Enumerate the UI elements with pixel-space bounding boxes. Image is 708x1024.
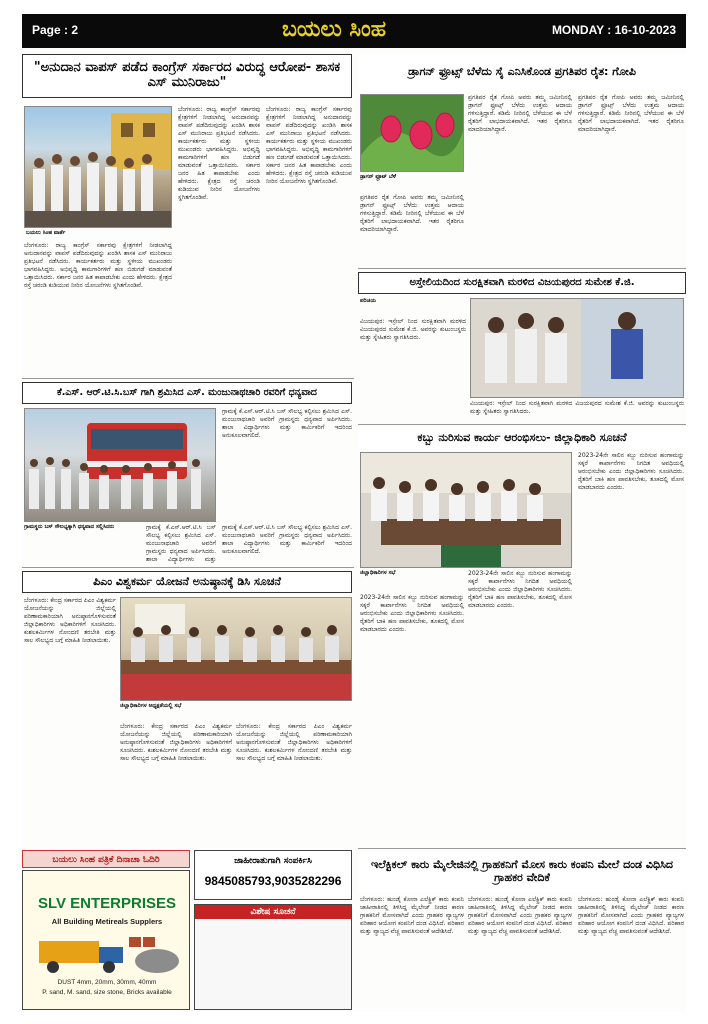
article-2-body-right: ಗ್ರಾಮಕ್ಕೆ ಕೆ.ಎಸ್.ಆರ್.ಟಿ.ಸಿ ಬಸ್ ಸೌಲಭ್ಯ ಕಲ್ಪಿಸಲು ಶ್ರಮಿಸಿದ ಎಸ್. ಮಂಜುನಾಥಚಾರಿ ಅವರಿಗೆ ಗ್ರಾಮಸ್ಥರು ಧನ್ಯವಾದ ಅರ್ಪಿಸಿದರು. ಶಾಲಾ ವಿದ್ಯಾರ್ಥಿಗಳು ಮತ್ತು ಕಾರ್ಮಿಕರಿಗೆ ಇದರಿಂದ ಅನುಕೂಲವಾಗಲಿದೆ. [222,408,352,439]
article-6-body-col1: 2023-24ನೇ ಸಾಲಿನ ಕಬ್ಬು ನುರಿಸುವ ಹಂಗಾಮನ್ನು ಸಕ್ಕರೆ ಕಾರ್ಖಾನೆಗಳು ನಿಗದಿತ ಅವಧಿಯಲ್ಲಿ ಆರಂಭಿಸಬೇಕು ಎಂದು ಜಿಲ್ಲಾಧಿಕಾರಿಗಳು ಸೂಚಿಸಿದರು. ರೈತರಿಗೆ ಬಾಕಿ ಹಣ ಪಾವತಿಸಬೇಕು, ತೂಕದಲ್ಲಿ ಮೋಸ ಮಾಡಬಾರದು ಎಂದರು. [360,594,464,633]
sugarcane-meeting-photo [360,452,572,568]
page-number: Page : 2 [32,23,79,37]
article-7-body-col3: ಬೆಂಗಳೂರು: ಹುಂಡೈ ಕೋನಾ ಎಲೆಕ್ಟ್ರಿಕ್ ಕಾರು ಕಂಪನಿ ಜಾಹೀರಾತಿನಲ್ಲಿ ತಿಳಿಸಿದ್ದ ಮೈಲೇಜ್ ನೀಡದ ಕಾರಣ ಗ್ರಾಹಕನಿಗೆ ಮೋಸವಾಗಿದೆ ಎಂದು ಗ್ರಾಹಕರ ವ್ಯಾಜ್ಯಗಳ ಪರಿಹಾರ ಆಯೋಗ ಕಂಪನಿಗೆ ದಂಡ ವಿಧಿಸಿದೆ. ಪರಿಹಾರ ಮತ್ತು ವ್ಯಾಜ್ಯದ ವೆಚ್ಚ ಪಾವತಿಸುವಂತೆ ಆದೇಶಿಸಿದೆ. [578,896,684,935]
article-7-body-col1: ಬೆಂಗಳೂರು: ಹುಂಡೈ ಕೋನಾ ಎಲೆಕ್ಟ್ರಿಕ್ ಕಾರು ಕಂಪನಿ ಜಾಹೀರಾತಿನಲ್ಲಿ ತಿಳಿಸಿದ್ದ ಮೈಲೇಜ್ ನೀಡದ ಕಾರಣ ಗ್ರಾಹಕನಿಗೆ ಮೋಸವಾಗಿದೆ ಎಂದು ಗ್ರಾಹಕರ ವ್ಯಾಜ್ಯಗಳ ಪರಿಹಾರ ಆಯೋಗ ಕಂಪನಿಗೆ ದಂಡ ವಿಧಿಸಿದೆ. ಪರಿಹಾರ ಮತ್ತು ವ್ಯಾಜ್ಯದ ವೆಚ್ಚ ಪಾವತಿಸುವಂತೆ ಆದೇಶಿಸಿದೆ. [360,896,464,935]
article-5-body-col2: ವಿಜಯಪುರ: ಇಸ್ರೇಲ್ ನಿಂದ ಸುರಕ್ಷಿತವಾಗಿ ಮರಳಿದ ವಿಜಯಪುರದ ಸುಮೇಶ ಕೆ.ಜಿ. ಅವರನ್ನು ಕುಟುಂಬಸ್ಥರು ಮತ್ತು ಸ್ನೇಹಿತರು ಸ್ವಾಗತಿಸಿದರು. [470,400,684,415]
article-1-caption: ಬಯಲು ಸಿಂಹ ವಾರ್ತೆ [26,230,66,236]
article-6-headline: ಕಬ್ಬು ನುರಿಸುವ ಕಾರ್ಯ ಆರಂಭಿಸಲು- ಜಿಲ್ಲಾಧಿಕಾರಿ ಸೂಚನೆ [358,427,686,449]
divider [22,567,354,568]
article-1-body-col2: ಬೆಂಗಳೂರು: ರಾಜ್ಯ ಕಾಂಗ್ರೆಸ್ ಸರ್ಕಾರವು ಕ್ಷೇತ್ರಗಳಿಗೆ ನೀಡಲಾಗಿದ್ದ ಅನುದಾನವನ್ನು ವಾಪಸ್ ಪಡೆದಿರುವುದನ್ನು ಖಂಡಿಸಿ ಶಾಸಕ ಎಸ್ ಮುನಿರಾಜು ಪ್ರತಿಭಟನೆ ನಡೆಸಿದರು. ಕಾರ್ಯಕರ್ತರು ಮತ್ತು ಸ್ಥಳೀಯ ಮುಖಂಡರು ಭಾಗವಹಿಸಿದ್ದರು. ಅಭಿವೃದ್ಧಿ ಕಾಮಗಾರಿಗಳಿಗೆ ಹಣ ಬಿಡುಗಡೆ ಮಾಡುವಂತೆ ಒತ್ತಾಯಿಸಿದರು. ಸರ್ಕಾರ ಜನರ ಹಿತ ಕಾಪಾಡಬೇಕು ಎಂದು ಹೇಳಿದರು. ಕ್ಷೇತ್ರದ ರಸ್ತೆ ಚರಂಡಿ ಕುಡಿಯುವ ನೀರಿನ ಯೋಜನೆಗಳು ಸ್ಥಗಿತಗೊಂಡಿವೆ. [178,106,260,201]
article-2-body-mid: ಗ್ರಾಮಕ್ಕೆ ಕೆ.ಎಸ್.ಆರ್.ಟಿ.ಸಿ ಬಸ್ ಸೌಲಭ್ಯ ಕಲ್ಪಿಸಲು ಶ್ರಮಿಸಿದ ಎಸ್. ಮಂಜುನಾಥಚಾರಿ ಅವರಿಗೆ ಗ್ರಾಮಸ್ಥರು ಧನ್ಯವಾದ ಅರ್ಪಿಸಿದರು. ಶಾಲಾ ವಿದ್ಯಾರ್ಥಿಗಳು ಮತ್ತು [146,524,216,563]
article-6-body-col2: 2023-24ನೇ ಸಾಲಿನ ಕಬ್ಬು ನುರಿಸುವ ಹಂಗಾಮನ್ನು ಸಕ್ಕರೆ ಕಾರ್ಖಾನೆಗಳು ನಿಗದಿತ ಅವಧಿಯಲ್ಲಿ ಆರಂಭಿಸಬೇಕು ಎಂದು ಜಿಲ್ಲಾಧಿಕಾರಿಗಳು ಸೂಚಿಸಿದರು. ರೈತರಿಗೆ ಬಾಕಿ ಹಣ ಪಾವತಿಸಬೇಕು, ತೂಕದಲ್ಲಿ ಮೋಸ ಮಾಡಬಾರದು ಎಂದರು. [468,570,572,609]
article-3-headline: ಪಿಎಂ ವಿಶ್ವಕರ್ಮ ಯೋಜನೆ ಅನುಷ್ಠಾನಕ್ಕೆ ಡಿಸಿ ಸೂಚನೆ [22,571,352,593]
slv-items: DUST 4mm, 20mm, 30mm, 40mm [57,979,157,986]
divider [358,848,686,849]
issue-date: MONDAY : 16-10-2023 [551,23,676,37]
promo-banner-text: ಬಯಲು ಸಿಂಹ ಪತ್ರಿಕೆ ದಿನಾಚಾ ಓದಿರಿ [52,855,160,865]
divider [22,378,354,379]
newspaper-title: ಬಯಲು ಸಿಂಹ [282,17,387,42]
special-notice-box [194,904,352,1010]
article-5-caption: ಪರಿಚಯ [360,298,377,304]
special-notice-title: ವಿಶೇಷ ಸೂಚನೆ [195,905,351,919]
article-7-headline: ಇಲೆಕ್ಟಿಕಲ್ ಕಾರು ಮೈಲೇಜಿನಲ್ಲಿ ಗ್ರಾಹಕನಿಗೆ ಮೋಸ ಕಾರು ಕಂಪನಿ ಮೇಲೆ ದಂಡ ವಿಧಿಸಿದ ಗ್ರಾಹಕರ ವೇದಿಕೆ [358,852,686,892]
article-2-caption: ಗ್ರಾಮಸ್ಥರು ಬಸ್ ಸೌಲಭ್ಯಕ್ಕಾಗಿ ಧನ್ಯವಾದ ಸಲ್ಲಿಸಿದರು [24,524,115,530]
divider [358,424,686,425]
article-6-caption: ಜಿಲ್ಲಾಧಿಕಾರಿಗಳ ಸಭೆ [360,570,396,576]
advertise-contact-box [194,850,352,900]
article-1-body-col1: ಬೆಂಗಳೂರು: ರಾಜ್ಯ ಕಾಂಗ್ರೆಸ್ ಸರ್ಕಾರವು ಕ್ಷೇತ್ರಗಳಿಗೆ ನೀಡಲಾಗಿದ್ದ ಅನುದಾನವನ್ನು ವಾಪಸ್ ಪಡೆದಿರುವುದನ್ನು ಖಂಡಿಸಿ ಶಾಸಕ ಎಸ್ ಮುನಿರಾಜು ಪ್ರತಿಭಟನೆ ನಡೆಸಿದರು. ಕಾರ್ಯಕರ್ತರು ಮತ್ತು ಸ್ಥಳೀಯ ಮುಖಂಡರು ಭಾಗವಹಿಸಿದ್ದರು. ಅಭಿವೃದ್ಧಿ ಕಾಮಗಾರಿಗಳಿಗೆ ಹಣ ಬಿಡುಗಡೆ ಮಾಡುವಂತೆ ಒತ್ತಾಯಿಸಿದರು. ಸರ್ಕಾರ ಜನರ ಹಿತ ಕಾಪಾಡಬೇಕು ಎಂದು ಹೇಳಿದರು. ಕ್ಷೇತ್ರದ ರಸ್ತೆ ಚರಂಡಿ ಕುಡಿಯುವ ನೀರಿನ ಯೋಜನೆಗಳು ಸ್ಥಗಿತಗೊಂಡಿವೆ. [24,242,172,289]
advertise-phone: 9845085793,9035282296 [204,874,342,888]
article-5-body-col1: ವಿಜಯಪುರ: ಇಸ್ರೇಲ್ ನಿಂದ ಸುರಕ್ಷಿತವಾಗಿ ಮರಳಿದ ವಿಜಯಪುರದ ಸುಮೇಶ ಕೆ.ಜಿ. ಅವರನ್ನು ಕುಟುಂಬಸ್ಥರು ಮತ್ತು ಸ್ನೇಹಿತರು ಸ್ವಾಗತಿಸಿದರು. [360,318,466,341]
article-1-body-col3: ಬೆಂಗಳೂರು: ರಾಜ್ಯ ಕಾಂಗ್ರೆಸ್ ಸರ್ಕಾರವು ಕ್ಷೇತ್ರಗಳಿಗೆ ನೀಡಲಾಗಿದ್ದ ಅನುದಾನವನ್ನು ವಾಪಸ್ ಪಡೆದಿರುವುದನ್ನು ಖಂಡಿಸಿ ಶಾಸಕ ಎಸ್ ಮುನಿರಾಜು ಪ್ರತಿಭಟನೆ ನಡೆಸಿದರು. ಕಾರ್ಯಕರ್ತರು ಮತ್ತು ಸ್ಥಳೀಯ ಮುಖಂಡರು ಭಾಗವಹಿಸಿದ್ದರು. ಅಭಿವೃದ್ಧಿ ಕಾಮಗಾರಿಗಳಿಗೆ ಹಣ ಬಿಡುಗಡೆ ಮಾಡುವಂತೆ ಒತ್ತಾಯಿಸಿದರು. ಸರ್ಕಾರ ಜನರ ಹಿತ ಕಾಪಾಡಬೇಕು ಎಂದು ಹೇಳಿದರು. ಕ್ಷೇತ್ರದ ರಸ್ತೆ ಚರಂಡಿ ಕುಡಿಯುವ ನೀರಿನ ಯೋಜನೆಗಳು ಸ್ಥಗಿತಗೊಂಡಿವೆ. [266,106,352,185]
promo-banner [22,850,190,868]
slv-name: SLV ENTERPRISES [37,895,177,912]
article-5-headline: ಅಸ್ತೇಲಿಯದಿಂದ ಸುರಕ್ಷಿತವಾಗಿ ಮರಳಿದ ವಿಜಯಪುರದ ಸುಮೇಶ ಕೆ.ಜಿ. [358,272,686,294]
meeting-photo [120,597,352,701]
slv-items-2: P. sand, M. sand, size stone, Bricks available [42,989,172,996]
article-3-caption: ಜಿಲ್ಲಾಧಿಕಾರಿಗಳ ಅಧ್ಯಕ್ಷತೆಯಲ್ಲಿ ಸಭೆ [120,703,182,709]
article-1-headline: "ಅನುದಾನ ವಾಪಸ್ ಪಡೆದ ಕಾಂಗ್ರೆಸ್ ಸರ್ಕಾರದ ವಿರುದ್ಧ ಆರೋಪ- ಶಾಸಕ ಎಸ್ ಮುನಿರಾಜು" [22,54,352,98]
advertise-title: ಜಾಹೀರಾತುಗಾಗಿ ಸಂಪರ್ಕಿಸಿ [234,856,312,866]
article-4-headline: ಡ್ರಾಗನ್ ಫ್ರೂಟ್ಸ್ ಬೆಳೆದು ಸೈ ಎನಿಸಿಕೊಂಡ ಪ್ರಗತಿಪರ ರೈತ: ಗೋಪಿ [358,54,686,90]
article-3-body-col1: ಬೆಂಗಳೂರು: ಕೇಂದ್ರ ಸರ್ಕಾರದ ಪಿಎಂ ವಿಶ್ವಕರ್ಮ ಯೋಜನೆಯನ್ನು ಜಿಲ್ಲೆಯಲ್ಲಿ ಪರಿಣಾಮಕಾರಿಯಾಗಿ ಅನುಷ್ಠಾನಗೊಳಿಸುವಂತೆ ಜಿಲ್ಲಾಧಿಕಾರಿಗಳು ಅಧಿಕಾರಿಗಳಿಗೆ ಸೂಚಿಸಿದರು. ಕುಶಲಕರ್ಮಿಗಳ ನೋಂದಣಿ ತರಬೇತಿ ಮತ್ತು ಸಾಲ ಸೌಲಭ್ಯದ ಬಗ್ಗೆ ಮಾಹಿತಿ ನೀಡಲಾಯಿತು. [24,597,116,644]
article-4-body-col2: ಪ್ರಗತಿಪರ ರೈತ ಗೋಪಿ ಅವರು ತಮ್ಮ ಜಮೀನಿನಲ್ಲಿ ಡ್ರಾಗನ್ ಫ್ರೂಟ್ಸ್ ಬೆಳೆದು ಉತ್ತಮ ಆದಾಯ ಗಳಿಸುತ್ತಿದ್ದಾರೆ. ಕಡಿಮೆ ನೀರಿನಲ್ಲಿ ಬೆಳೆಯುವ ಈ ಬೆಳೆ ರೈತರಿಗೆ ಲಾಭದಾಯಕವಾಗಿದೆ. ಇತರ ರೈತರಿಗೂ ಮಾದರಿಯಾಗಿದ್ದಾರೆ. [468,94,572,133]
protest-photo [24,106,172,228]
bus-photo [24,408,216,522]
article-2-body-bottom: ಗ್ರಾಮಕ್ಕೆ ಕೆ.ಎಸ್.ಆರ್.ಟಿ.ಸಿ ಬಸ್ ಸೌಲಭ್ಯ ಕಲ್ಪಿಸಲು ಶ್ರಮಿಸಿದ ಎಸ್. ಮಂಜುನಾಥಚಾರಿ ಅವರಿಗೆ ಗ್ರಾಮಸ್ಥರು ಧನ್ಯವಾದ ಅರ್ಪಿಸಿದರು. ಶಾಲಾ ವಿದ್ಯಾರ್ಥಿಗಳು ಮತ್ತು ಕಾರ್ಮಿಕರಿಗೆ ಇದರಿಂದ ಅನುಕೂಲವಾಗಲಿದೆ. [222,524,352,555]
masthead [22,14,686,48]
article-4-body-col3: ಪ್ರಗತಿಪರ ರೈತ ಗೋಪಿ ಅವರು ತಮ್ಮ ಜಮೀನಿನಲ್ಲಿ ಡ್ರಾಗನ್ ಫ್ರೂಟ್ಸ್ ಬೆಳೆದು ಉತ್ತಮ ಆದಾಯ ಗಳಿಸುತ್ತಿದ್ದಾರೆ. ಕಡಿಮೆ ನೀರಿನಲ್ಲಿ ಬೆಳೆಯುವ ಈ ಬೆಳೆ ರೈತರಿಗೆ ಲಾಭದಾಯಕವಾಗಿದೆ. ಇತರ ರೈತರಿಗೂ ಮಾದರಿಯಾಗಿದ್ದಾರೆ. [578,94,684,133]
truck-icon [29,931,185,977]
article-7-body-col2: ಬೆಂಗಳೂರು: ಹುಂಡೈ ಕೋನಾ ಎಲೆಕ್ಟ್ರಿಕ್ ಕಾರು ಕಂಪನಿ ಜಾಹೀರಾತಿನಲ್ಲಿ ತಿಳಿಸಿದ್ದ ಮೈಲೇಜ್ ನೀಡದ ಕಾರಣ ಗ್ರಾಹಕನಿಗೆ ಮೋಸವಾಗಿದೆ ಎಂದು ಗ್ರಾಹಕರ ವ್ಯಾಜ್ಯಗಳ ಪರಿಹಾರ ಆಯೋಗ ಕಂಪನಿಗೆ ದಂಡ ವಿಧಿಸಿದೆ. ಪರಿಹಾರ ಮತ್ತು ವ್ಯಾಜ್ಯದ ವೆಚ್ಚ ಪಾವತಿಸುವಂತೆ ಆದೇಶಿಸಿದೆ. [468,896,572,935]
welcome-photo [470,298,684,398]
divider [358,268,686,269]
slv-enterprises-ad [22,870,190,1010]
dragon-fruit-photo [360,94,464,172]
newspaper-page [22,14,686,1012]
article-4-body-col1: ಪ್ರಗತಿಪರ ರೈತ ಗೋಪಿ ಅವರು ತಮ್ಮ ಜಮೀನಿನಲ್ಲಿ ಡ್ರಾಗನ್ ಫ್ರೂಟ್ಸ್ ಬೆಳೆದು ಉತ್ತಮ ಆದಾಯ ಗಳಿಸುತ್ತಿದ್ದಾರೆ. ಕಡಿಮೆ ನೀರಿನಲ್ಲಿ ಬೆಳೆಯುವ ಈ ಬೆಳೆ ರೈತರಿಗೆ ಲಾಭದಾಯಕವಾಗಿದೆ. ಇತರ ರೈತರಿಗೂ ಮಾದರಿಯಾಗಿದ್ದಾರೆ. [360,194,464,233]
article-3-body-col2: ಬೆಂಗಳೂರು: ಕೇಂದ್ರ ಸರ್ಕಾರದ ಪಿಎಂ ವಿಶ್ವಕರ್ಮ ಯೋಜನೆಯನ್ನು ಜಿಲ್ಲೆಯಲ್ಲಿ ಪರಿಣಾಮಕಾರಿಯಾಗಿ ಅನುಷ್ಠಾನಗೊಳಿಸುವಂತೆ ಜಿಲ್ಲಾಧಿಕಾರಿಗಳು ಅಧಿಕಾರಿಗಳಿಗೆ ಸೂಚಿಸಿದರು. ಕುಶಲಕರ್ಮಿಗಳ ನೋಂದಣಿ ತರಬೇತಿ ಮತ್ತು ಸಾಲ ಸೌಲಭ್ಯದ ಬಗ್ಗೆ ಮಾಹಿತಿ ನೀಡಲಾಯಿತು. [120,723,232,762]
slv-tagline: All Building Metireals Supplers [51,917,163,926]
article-6-body-col3: 2023-24ನೇ ಸಾಲಿನ ಕಬ್ಬು ನುರಿಸುವ ಹಂಗಾಮನ್ನು ಸಕ್ಕರೆ ಕಾರ್ಖಾನೆಗಳು ನಿಗದಿತ ಅವಧಿಯಲ್ಲಿ ಆರಂಭಿಸಬೇಕು ಎಂದು ಜಿಲ್ಲಾಧಿಕಾರಿಗಳು ಸೂಚಿಸಿದರು. ರೈತರಿಗೆ ಬಾಕಿ ಹಣ ಪಾವತಿಸಬೇಕು, ತೂಕದಲ್ಲಿ ಮೋಸ ಮಾಡಬಾರದು ಎಂದರು. [578,452,684,491]
article-3-body-col3: ಬೆಂಗಳೂರು: ಕೇಂದ್ರ ಸರ್ಕಾರದ ಪಿಎಂ ವಿಶ್ವಕರ್ಮ ಯೋಜನೆಯನ್ನು ಜಿಲ್ಲೆಯಲ್ಲಿ ಪರಿಣಾಮಕಾರಿಯಾಗಿ ಅನುಷ್ಠಾನಗೊಳಿಸುವಂತೆ ಜಿಲ್ಲಾಧಿಕಾರಿಗಳು ಅಧಿಕಾರಿಗಳಿಗೆ ಸೂಚಿಸಿದರು. ಕುಶಲಕರ್ಮಿಗಳ ನೋಂದಣಿ ತರಬೇತಿ ಮತ್ತು ಸಾಲ ಸೌಲಭ್ಯದ ಬಗ್ಗೆ ಮಾಹಿತಿ ನೀಡಲಾಯಿತು. [236,723,352,762]
article-4-caption: ಡ್ರಾಗನ್ ಫ್ರೂಟ್ ಬೆಳೆ [360,174,397,180]
article-2-headline: ಕೆ.ಎಸ್. ಆರ್.ಟಿ.ಸಿ.ಬಸ್ ಗಾಗಿ ಶ್ರಮಿಸಿದ ಎಸ್. ಮಂಜುನಾಥಚಾರಿ ರವರಿಗೆ ಧನ್ಯವಾದ [22,382,352,404]
